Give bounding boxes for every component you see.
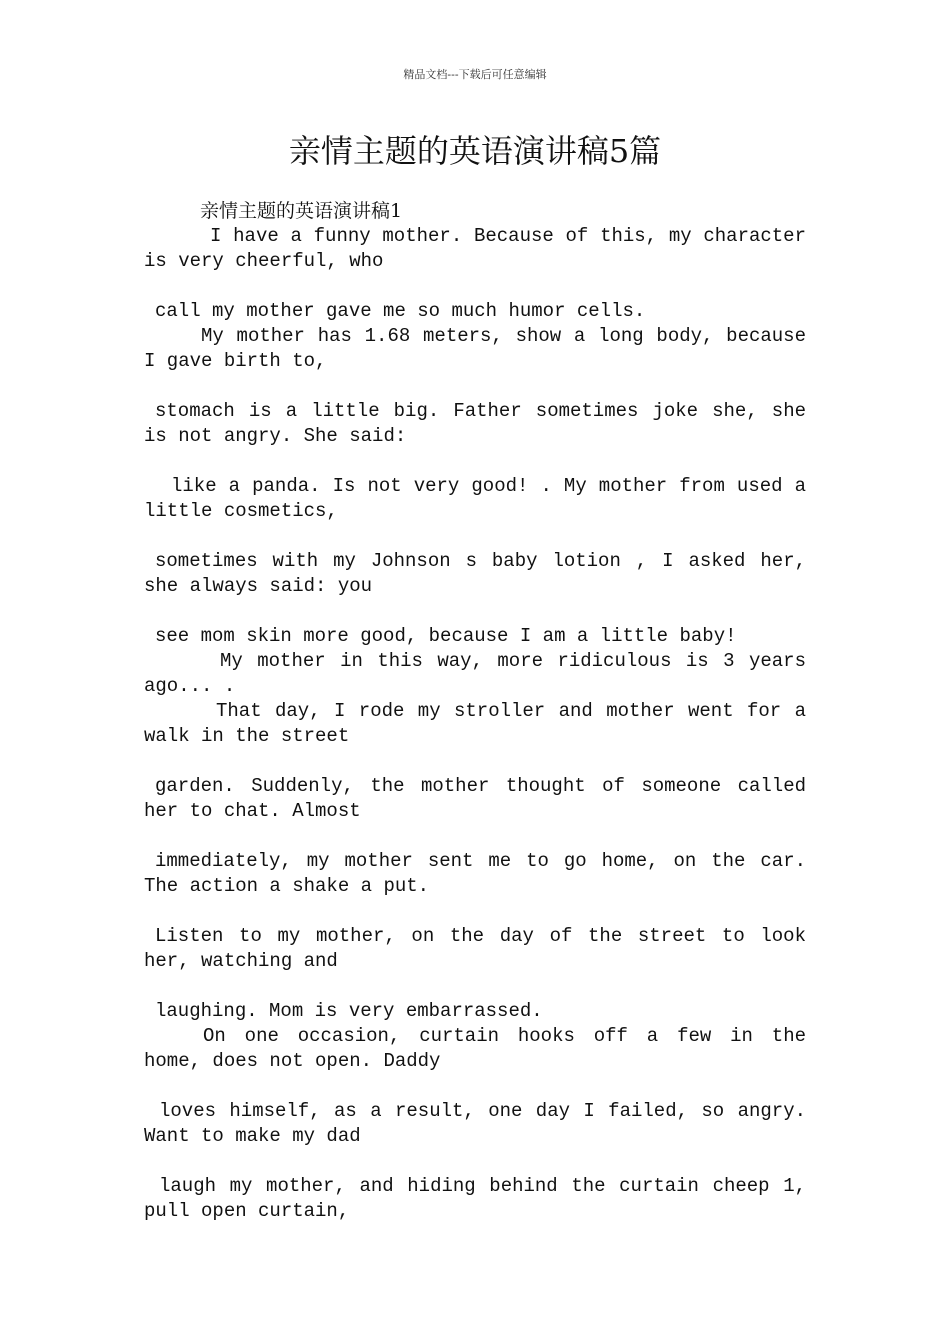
paragraph: laughing. Mom is very embarrassed.: [155, 1000, 543, 1022]
section-subtitle: 亲情主题的英语演讲稿1: [200, 200, 403, 222]
paragraph: On one occasion, curtain hooks off a few in the home, does not open. Daddy: [144, 1025, 806, 1072]
paragraph: I have a funny mother. Because of this, my character is very cheerful, who: [144, 225, 806, 272]
paragraph: That day, I rode my stroller and mother went for a walk in the street: [144, 700, 806, 747]
paragraph: My mother has 1.68 meters, show a long body, because I gave birth to,: [144, 325, 806, 372]
paragraph: immediately, my mother sent me to go home, on the car. The action a shake a put.: [144, 850, 806, 897]
page-header: 精品文档---下载后可任意编辑: [403, 68, 547, 81]
paragraph: call my mother gave me so much humor cells.: [155, 300, 646, 322]
paragraph: like a panda. Is not very good! . My mother from used a little cosmetics,: [144, 475, 806, 522]
paragraph: Listen to my mother, on the day of the street to look her, watching and: [144, 925, 806, 972]
paragraph: garden. Suddenly, the mother thought of someone called her to chat. Almost: [144, 775, 806, 822]
document-body: [144, 198, 806, 1224]
paragraph: My mother in this way, more ridiculous is 3 years ago... .: [144, 650, 806, 697]
paragraph: loves himself, as a result, one day I failed, so angry. Want to make my dad: [144, 1100, 806, 1147]
paragraph: sometimes with my Johnson s baby lotion , I asked her, she always said: you: [144, 550, 806, 597]
document-title: 亲情主题的英语演讲稿5篇: [288, 132, 662, 170]
paragraph: see mom skin more good, because I am a little baby!: [155, 625, 737, 647]
paragraph: laugh my mother, and hiding behind the curtain cheep 1, pull open curtain,: [144, 1175, 806, 1222]
paragraph: stomach is a little big. Father sometimes joke she, she is not angry. She said:: [144, 400, 806, 447]
